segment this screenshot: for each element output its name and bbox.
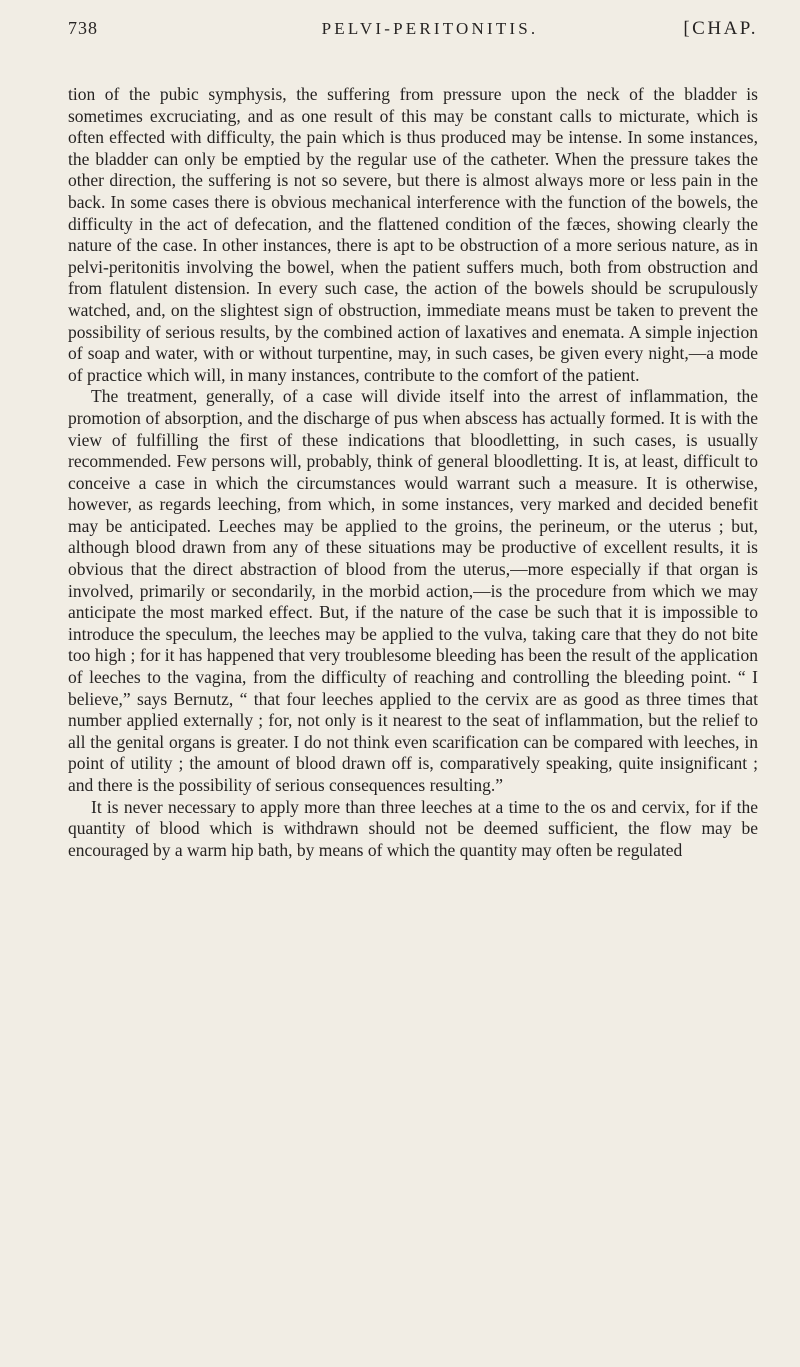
page-header (68, 18, 758, 52)
paragraph-continuation: tion of the pubic symphysis, the suffering from pressure upon the neck of the bladder is sometimes excruciating, and as one result of this may be constant calls to micturate, which is often effected with difficulty, the pain which is thus produced may be intense. In some instances, the bladder can only be emptied by the regular use of the catheter. When the pressure takes the other direction, the suffering is not so severe, but there is almost always more or less pain in the back. In some cases there is obvious mechanical interference with the function of the bowels, the difficulty in the act of defecation, and the flattened condition of the fæces, showing clearly the nature of the case. In other instances, there is apt to be obstruction of a more serious nature, as in pelvi-peritonitis involving the bowel, when the patient suffers much, both from obstruction and from flatulent distension. In every such case, the action of the bowels should be scrupulously watched, and, on the slightest sign of obstruction, immediate means must be taken to prevent the possibility of serious results, by the combined action of laxatives and enemata. A simple injection of soap and water, with or without turpentine, may, in such cases, be given every night,—a mode of practice which will, in many instances, contribute to the comfort of the patient. (68, 84, 758, 385)
page-number: 738 (68, 18, 98, 38)
body-text (68, 84, 758, 861)
paragraph-leeches: It is never necessary to apply more than three leeches at a time to the os and cervix, for if the quantity of blood which is withdrawn should not be deemed sufficient, the flow may be encouraged by a warm hip bath, by means of which the quantity may often be regulated (68, 796, 758, 860)
running-title: PELVI-PERITONITIS. (321, 19, 539, 38)
paragraph-treatment: The treatment, generally, of a case will divide itself into the arrest of inflammation, the promotion of absorption, and the discharge of pus when abscess has actually formed. It is with the view of fulfilling the first of these indications that bloodletting, in such cases, is usually recommended. Few persons will, probably, think of general bloodletting. It is, at least, difficult to conceive a case in which the circumstances would warrant such a measure. It is otherwise, however, as regards leeching, from which, in some instances, very marked and decided benefit may be anticipated. Leeches may be applied to the groins, the perineum, or the uterus ; but, although blood drawn from any of these situations may be productive of excellent results, it is obvious that the direct abstraction of blood from the uterus,—more especially if that organ is involved, primarily or secondarily, in the morbid action,—is the procedure from which we may anticipate the most marked effect. But, if the nature of the case be such that it is impossible to introduce the speculum, the leeches may be applied to the vulva, taking care that they do not bite too high ; for it has happened that very troublesome bleeding has been the result of the application of leeches to the vagina, from the difficulty of reaching and controlling the bleeding point. “ I believe,” says Bernutz, “ that four leeches applied to the cervix are as good as three times that number applied externally ; for, not only is it nearest to the seat of inflammation, but the relief to all the genital organs is greater. I do not think even scarification can be compared with leeches, in point of utility ; the amount of blood drawn off is, comparatively speaking, quite insignificant ; and there is the possibility of serious consequences resulting.” (68, 386, 758, 795)
chapter-label: [CHAP. (683, 18, 758, 39)
